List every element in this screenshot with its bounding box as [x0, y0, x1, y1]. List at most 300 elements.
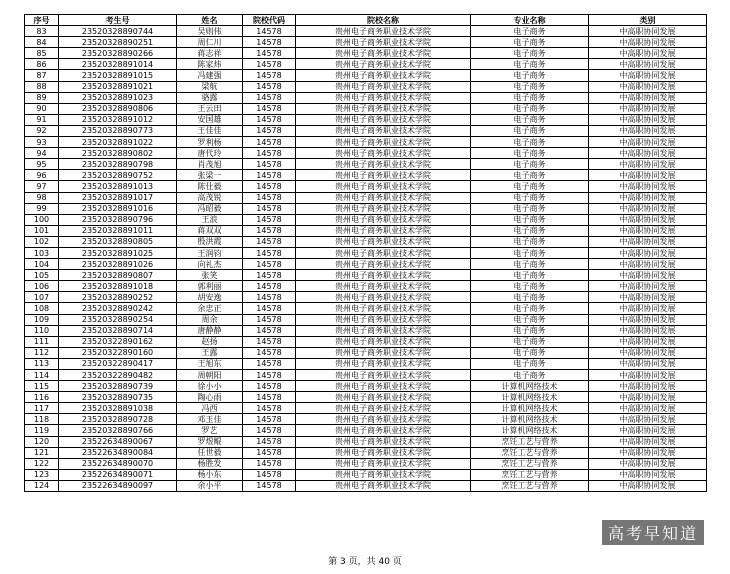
cell-school-code: 14578: [243, 314, 296, 325]
table-row: [25, 414, 707, 425]
table-row: [25, 347, 707, 358]
cell-school-name: 贵州电子商务职业技术学院: [296, 425, 471, 436]
cell-category: 中高职协同发展: [589, 314, 707, 325]
cell-index: 119: [25, 425, 59, 436]
cell-school-code: 14578: [243, 336, 296, 347]
cell-category: 中高职协同发展: [589, 48, 707, 59]
cell-exam-number: 23520328891018: [59, 281, 177, 292]
cell-name: 蒋双双: [177, 225, 243, 236]
cell-major: 电子商务: [471, 270, 589, 281]
cell-category: 中高职协同发展: [589, 92, 707, 103]
cell-exam-number: 23520328890728: [59, 414, 177, 425]
cell-name: 赵扬: [177, 336, 243, 347]
cell-category: 中高职协同发展: [589, 270, 707, 281]
cell-exam-number: 23520328890266: [59, 48, 177, 59]
table-row: [25, 26, 707, 37]
cell-index: 87: [25, 70, 59, 81]
cell-name: 王云田: [177, 103, 243, 114]
cell-school-code: 14578: [243, 214, 296, 225]
cell-name: 陈仕毅: [177, 181, 243, 192]
cell-school-name: 贵州电子商务职业技术学院: [296, 259, 471, 270]
table-row: [25, 370, 707, 381]
cell-school-code: 14578: [243, 480, 296, 491]
cell-major: 电子商务: [471, 137, 589, 148]
cell-exam-number: 23520328890807: [59, 270, 177, 281]
cell-category: 中高职协同发展: [589, 303, 707, 314]
cell-school-code: 14578: [243, 59, 296, 70]
cell-name: 唐静静: [177, 325, 243, 336]
cell-name: 安国雄: [177, 114, 243, 125]
cell-index: 116: [25, 392, 59, 403]
cell-exam-number: 23520328890796: [59, 214, 177, 225]
cell-exam-number: 23520328890798: [59, 159, 177, 170]
cell-index: 120: [25, 436, 59, 447]
page-number-footer: 第 3 页，共 40 页: [328, 557, 402, 567]
cell-category: 中高职协同发展: [589, 203, 707, 214]
cell-category: 中高职协同发展: [589, 325, 707, 336]
cell-name: 骆露: [177, 92, 243, 103]
table-row: [25, 314, 707, 325]
cell-category: 中高职协同发展: [589, 370, 707, 381]
cell-major: 电子商务: [471, 48, 589, 59]
cell-school-code: 14578: [243, 236, 296, 247]
cell-school-code: 14578: [243, 403, 296, 414]
cell-school-name: 贵州电子商务职业技术学院: [296, 292, 471, 303]
cell-school-code: 14578: [243, 114, 296, 125]
cell-exam-number: 23520328891025: [59, 247, 177, 258]
cell-major: 电子商务: [471, 292, 589, 303]
cell-category: 中高职协同发展: [589, 159, 707, 170]
column-header-school-name: 院校名称: [296, 15, 471, 26]
cell-school-code: 14578: [243, 92, 296, 103]
cell-name: 周朝阳: [177, 370, 243, 381]
cell-school-name: 贵州电子商务职业技术学院: [296, 137, 471, 148]
cell-school-name: 贵州电子商务职业技术学院: [296, 436, 471, 447]
cell-exam-number: 23520328891011: [59, 225, 177, 236]
cell-category: 中高职协同发展: [589, 125, 707, 136]
cell-name: 吴则伟: [177, 26, 243, 37]
table-body: [25, 26, 707, 492]
cell-major: 电子商务: [471, 192, 589, 203]
cell-category: 中高职协同发展: [589, 170, 707, 181]
cell-exam-number: 23520328890744: [59, 26, 177, 37]
cell-index: 98: [25, 192, 59, 203]
cell-school-name: 贵州电子商务职业技术学院: [296, 447, 471, 458]
cell-name: 王润钧: [177, 247, 243, 258]
table-row: [25, 292, 707, 303]
cell-major: 烹饪工艺与营养: [471, 480, 589, 491]
cell-school-code: 14578: [243, 26, 296, 37]
cell-major: 烹饪工艺与营养: [471, 436, 589, 447]
cell-school-code: 14578: [243, 381, 296, 392]
cell-school-code: 14578: [243, 347, 296, 358]
table-row: [25, 225, 707, 236]
cell-major: 电子商务: [471, 125, 589, 136]
cell-major: 电子商务: [471, 92, 589, 103]
cell-name: 王浪: [177, 214, 243, 225]
cell-school-code: 14578: [243, 458, 296, 469]
cell-category: 中高职协同发展: [589, 148, 707, 159]
cell-school-name: 贵州电子商务职业技术学院: [296, 336, 471, 347]
cell-index: 95: [25, 159, 59, 170]
cell-school-code: 14578: [243, 81, 296, 92]
cell-major: 电子商务: [471, 103, 589, 114]
cell-index: 102: [25, 236, 59, 247]
cell-school-name: 贵州电子商务职业技术学院: [296, 148, 471, 159]
cell-index: 103: [25, 247, 59, 258]
cell-school-name: 贵州电子商务职业技术学院: [296, 347, 471, 358]
cell-category: 中高职协同发展: [589, 347, 707, 358]
cell-index: 111: [25, 336, 59, 347]
cell-major: 电子商务: [471, 281, 589, 292]
table-row: [25, 137, 707, 148]
table-row: [25, 148, 707, 159]
cell-exam-number: 23520328890739: [59, 381, 177, 392]
cell-name: 张笑: [177, 270, 243, 281]
table-row: [25, 236, 707, 247]
cell-school-name: 贵州电子商务职业技术学院: [296, 225, 471, 236]
cell-school-code: 14578: [243, 103, 296, 114]
column-header-school-code: 院校代码: [243, 15, 296, 26]
cell-name: 徐小小: [177, 381, 243, 392]
cell-school-name: 贵州电子商务职业技术学院: [296, 70, 471, 81]
cell-index: 121: [25, 447, 59, 458]
cell-category: 中高职协同发展: [589, 392, 707, 403]
table-row: [25, 203, 707, 214]
table-row: [25, 403, 707, 414]
table-row: [25, 214, 707, 225]
cell-school-code: 14578: [243, 170, 296, 181]
cell-index: 123: [25, 469, 59, 480]
cell-exam-number: 23520328890242: [59, 303, 177, 314]
cell-name: 郭利丽: [177, 281, 243, 292]
cell-category: 中高职协同发展: [589, 114, 707, 125]
cell-school-name: 贵州电子商务职业技术学院: [296, 392, 471, 403]
cell-name: 罗利杨: [177, 137, 243, 148]
cell-major: 电子商务: [471, 225, 589, 236]
cell-school-name: 贵州电子商务职业技术学院: [296, 81, 471, 92]
table-row: [25, 325, 707, 336]
cell-category: 中高职协同发展: [589, 236, 707, 247]
cell-category: 中高职协同发展: [589, 381, 707, 392]
cell-category: 中高职协同发展: [589, 281, 707, 292]
cell-category: 中高职协同发展: [589, 447, 707, 458]
cell-exam-number: 23520328890806: [59, 103, 177, 114]
table-row: [25, 458, 707, 469]
cell-school-name: 贵州电子商务职业技术学院: [296, 414, 471, 425]
cell-school-code: 14578: [243, 469, 296, 480]
cell-school-name: 贵州电子商务职业技术学院: [296, 458, 471, 469]
cell-index: 100: [25, 214, 59, 225]
cell-exam-number: 23520322890162: [59, 336, 177, 347]
cell-index: 105: [25, 270, 59, 281]
cell-index: 113: [25, 358, 59, 369]
cell-category: 中高职协同发展: [589, 292, 707, 303]
cell-name: 罗艺: [177, 425, 243, 436]
table-row: [25, 81, 707, 92]
cell-major: 烹饪工艺与营养: [471, 469, 589, 480]
cell-name: 邓玉佳: [177, 414, 243, 425]
cell-school-name: 贵州电子商务职业技术学院: [296, 203, 471, 214]
cell-major: 电子商务: [471, 214, 589, 225]
cell-category: 中高职协同发展: [589, 414, 707, 425]
cell-name: 王佳佳: [177, 125, 243, 136]
table-row: [25, 303, 707, 314]
cell-major: 烹饪工艺与营养: [471, 458, 589, 469]
cell-exam-number: 23522634890071: [59, 469, 177, 480]
cell-index: 112: [25, 347, 59, 358]
cell-school-code: 14578: [243, 247, 296, 258]
cell-school-code: 14578: [243, 125, 296, 136]
cell-major: 电子商务: [471, 325, 589, 336]
cell-name: 余忠正: [177, 303, 243, 314]
cell-school-name: 贵州电子商务职业技术学院: [296, 125, 471, 136]
cell-name: 冯西: [177, 403, 243, 414]
cell-index: 99: [25, 203, 59, 214]
cell-index: 106: [25, 281, 59, 292]
cell-name: 陶心雨: [177, 392, 243, 403]
cell-name: 张梁一: [177, 170, 243, 181]
cell-school-code: 14578: [243, 159, 296, 170]
cell-name: 周仁川: [177, 37, 243, 48]
cell-name: 罗煜鲲: [177, 436, 243, 447]
cell-major: 电子商务: [471, 170, 589, 181]
cell-exam-number: 23520328890735: [59, 392, 177, 403]
cell-school-name: 贵州电子商务职业技术学院: [296, 192, 471, 203]
cell-major: 计算机网络技术: [471, 414, 589, 425]
cell-name: 蒋志祥: [177, 48, 243, 59]
cell-category: 中高职协同发展: [589, 103, 707, 114]
cell-index: 88: [25, 81, 59, 92]
cell-category: 中高职协同发展: [589, 59, 707, 70]
table-row: [25, 447, 707, 458]
cell-category: 中高职协同发展: [589, 469, 707, 480]
cell-major: 电子商务: [471, 336, 589, 347]
cell-exam-number: 23520328891017: [59, 192, 177, 203]
cell-major: 电子商务: [471, 347, 589, 358]
cell-exam-number: 23520328891014: [59, 59, 177, 70]
table-row: [25, 381, 707, 392]
cell-name: 高茂锐: [177, 192, 243, 203]
cell-index: 96: [25, 170, 59, 181]
cell-category: 中高职协同发展: [589, 259, 707, 270]
cell-name: 周余: [177, 314, 243, 325]
cell-school-code: 14578: [243, 447, 296, 458]
cell-major: 电子商务: [471, 26, 589, 37]
cell-name: 梁航: [177, 81, 243, 92]
cell-school-name: 贵州电子商务职业技术学院: [296, 370, 471, 381]
cell-category: 中高职协同发展: [589, 225, 707, 236]
table-row: [25, 270, 707, 281]
cell-school-code: 14578: [243, 148, 296, 159]
cell-category: 中高职协同发展: [589, 37, 707, 48]
cell-school-name: 贵州电子商务职业技术学院: [296, 114, 471, 125]
cell-school-code: 14578: [243, 325, 296, 336]
cell-category: 中高职协同发展: [589, 181, 707, 192]
cell-category: 中高职协同发展: [589, 403, 707, 414]
cell-category: 中高职协同发展: [589, 247, 707, 258]
cell-major: 电子商务: [471, 236, 589, 247]
cell-major: 电子商务: [471, 203, 589, 214]
cell-category: 中高职协同发展: [589, 336, 707, 347]
cell-name: 杨胜发: [177, 458, 243, 469]
cell-major: 电子商务: [471, 314, 589, 325]
cell-school-name: 贵州电子商务职业技术学院: [296, 159, 471, 170]
cell-major: 电子商务: [471, 247, 589, 258]
column-header-major: 专业名称: [471, 15, 589, 26]
cell-category: 中高职协同发展: [589, 458, 707, 469]
cell-school-code: 14578: [243, 137, 296, 148]
cell-index: 83: [25, 26, 59, 37]
cell-school-name: 贵州电子商务职业技术学院: [296, 469, 471, 480]
cell-name: 肖茂旭: [177, 159, 243, 170]
cell-school-name: 贵州电子商务职业技术学院: [296, 480, 471, 491]
table-row: [25, 125, 707, 136]
cell-school-name: 贵州电子商务职业技术学院: [296, 181, 471, 192]
cell-major: 电子商务: [471, 70, 589, 81]
table-row: [25, 159, 707, 170]
cell-major: 电子商务: [471, 303, 589, 314]
cell-exam-number: 23520322890160: [59, 347, 177, 358]
cell-category: 中高职协同发展: [589, 81, 707, 92]
cell-major: 电子商务: [471, 148, 589, 159]
table-row: [25, 425, 707, 436]
column-header-category: 类别: [589, 15, 707, 26]
table-row: [25, 480, 707, 491]
table-row: [25, 259, 707, 270]
cell-school-code: 14578: [243, 358, 296, 369]
cell-exam-number: 23520328890752: [59, 170, 177, 181]
cell-school-name: 贵州电子商务职业技术学院: [296, 358, 471, 369]
cell-school-code: 14578: [243, 370, 296, 381]
cell-index: 114: [25, 370, 59, 381]
cell-name: 向礼杰: [177, 259, 243, 270]
table-row: [25, 59, 707, 70]
cell-major: 电子商务: [471, 81, 589, 92]
cell-school-code: 14578: [243, 203, 296, 214]
cell-school-code: 14578: [243, 281, 296, 292]
cell-index: 108: [25, 303, 59, 314]
cell-name: 唐代玲: [177, 148, 243, 159]
cell-school-code: 14578: [243, 37, 296, 48]
cell-school-name: 贵州电子商务职业技术学院: [296, 281, 471, 292]
cell-exam-number: 23520328890254: [59, 314, 177, 325]
cell-school-name: 贵州电子商务职业技术学院: [296, 26, 471, 37]
cell-school-code: 14578: [243, 270, 296, 281]
cell-index: 97: [25, 181, 59, 192]
cell-school-name: 贵州电子商务职业技术学院: [296, 381, 471, 392]
cell-category: 中高职协同发展: [589, 137, 707, 148]
cell-index: 109: [25, 314, 59, 325]
cell-exam-number: 23520328891026: [59, 259, 177, 270]
cell-major: 计算机网络技术: [471, 403, 589, 414]
cell-school-name: 贵州电子商务职业技术学院: [296, 170, 471, 181]
cell-exam-number: 23520328890714: [59, 325, 177, 336]
cell-exam-number: 23520328891038: [59, 403, 177, 414]
table-row: [25, 70, 707, 81]
cell-category: 中高职协同发展: [589, 214, 707, 225]
cell-school-code: 14578: [243, 259, 296, 270]
cell-index: 117: [25, 403, 59, 414]
watermark-badge: 高考早知道: [602, 520, 704, 545]
cell-exam-number: 23522634890067: [59, 436, 177, 447]
table-row: [25, 192, 707, 203]
cell-exam-number: 23520328890252: [59, 292, 177, 303]
cell-school-code: 14578: [243, 292, 296, 303]
cell-exam-number: 23520328890805: [59, 236, 177, 247]
cell-name: 杨小东: [177, 469, 243, 480]
cell-school-name: 贵州电子商务职业技术学院: [296, 325, 471, 336]
cell-major: 电子商务: [471, 37, 589, 48]
cell-index: 118: [25, 414, 59, 425]
cell-school-name: 贵州电子商务职业技术学院: [296, 37, 471, 48]
cell-school-code: 14578: [243, 70, 296, 81]
cell-index: 92: [25, 125, 59, 136]
cell-school-code: 14578: [243, 225, 296, 236]
cell-school-code: 14578: [243, 192, 296, 203]
cell-major: 电子商务: [471, 114, 589, 125]
table-row: [25, 92, 707, 103]
cell-name: 王露: [177, 347, 243, 358]
cell-exam-number: 23522634890070: [59, 458, 177, 469]
table-row: [25, 181, 707, 192]
column-header-name: 姓名: [177, 15, 243, 26]
cell-school-name: 贵州电子商务职业技术学院: [296, 103, 471, 114]
cell-exam-number: 23520322890417: [59, 358, 177, 369]
cell-index: 115: [25, 381, 59, 392]
cell-exam-number: 23522634890097: [59, 480, 177, 491]
table-row: [25, 358, 707, 369]
cell-category: 中高职协同发展: [589, 26, 707, 37]
cell-major: 电子商务: [471, 370, 589, 381]
cell-index: 86: [25, 59, 59, 70]
cell-school-name: 贵州电子商务职业技术学院: [296, 247, 471, 258]
cell-major: 电子商务: [471, 181, 589, 192]
table-row: [25, 392, 707, 403]
cell-exam-number: 23520328890773: [59, 125, 177, 136]
cell-exam-number: 23520328891023: [59, 92, 177, 103]
cell-exam-number: 23522634890084: [59, 447, 177, 458]
cell-index: 101: [25, 225, 59, 236]
cell-school-code: 14578: [243, 392, 296, 403]
cell-school-name: 贵州电子商务职业技术学院: [296, 270, 471, 281]
cell-school-name: 贵州电子商务职业技术学院: [296, 48, 471, 59]
cell-name: 冯昭毅: [177, 203, 243, 214]
cell-name: 殷洪霞: [177, 236, 243, 247]
cell-index: 89: [25, 92, 59, 103]
table-row: [25, 103, 707, 114]
table-row: [25, 170, 707, 181]
cell-school-name: 贵州电子商务职业技术学院: [296, 236, 471, 247]
cell-exam-number: 23520328891016: [59, 203, 177, 214]
table-row: [25, 37, 707, 48]
cell-category: 中高职协同发展: [589, 192, 707, 203]
cell-category: 中高职协同发展: [589, 436, 707, 447]
cell-school-code: 14578: [243, 425, 296, 436]
cell-exam-number: 23520328890766: [59, 425, 177, 436]
cell-school-code: 14578: [243, 414, 296, 425]
admission-list-table: [24, 14, 707, 492]
cell-index: 110: [25, 325, 59, 336]
cell-index: 91: [25, 114, 59, 125]
table-row: [25, 336, 707, 347]
cell-major: 电子商务: [471, 159, 589, 170]
table-row: [25, 469, 707, 480]
table-row: [25, 48, 707, 59]
table-row: [25, 114, 707, 125]
cell-index: 122: [25, 458, 59, 469]
table-header-row: [25, 15, 707, 26]
